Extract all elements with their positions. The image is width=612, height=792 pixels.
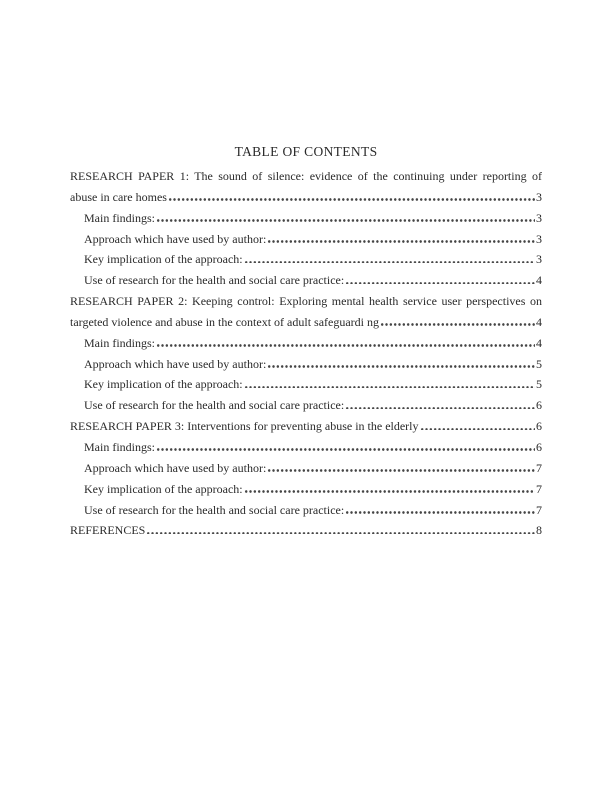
page-number: 7 <box>536 502 542 517</box>
dot-leader <box>267 365 535 368</box>
page-number: 3 <box>536 252 542 267</box>
toc-entry-text: abuse in care homes <box>70 189 167 204</box>
page-number: 4 <box>536 335 542 350</box>
dot-leader <box>244 490 535 493</box>
page-number: 5 <box>536 356 542 371</box>
toc-entry-text: Key implication of the approach: <box>84 481 243 496</box>
page-number: 3 <box>536 189 542 204</box>
toc-row[interactable] <box>70 312 542 333</box>
page-number: 6 <box>536 419 542 434</box>
toc-row[interactable] <box>70 229 542 250</box>
toc-row[interactable] <box>70 291 542 312</box>
page-number: 4 <box>536 273 542 288</box>
dot-leader <box>244 261 535 264</box>
dot-leader <box>267 240 535 243</box>
toc-entry-text: Main findings: <box>84 335 155 350</box>
toc-entry-text: Approach which have used by author: <box>84 460 267 475</box>
toc-row[interactable] <box>70 437 542 458</box>
toc-row[interactable] <box>70 187 542 208</box>
dot-leader <box>345 407 535 410</box>
toc-row[interactable] <box>70 166 542 187</box>
toc-row[interactable] <box>70 374 542 395</box>
dot-leader <box>146 532 535 535</box>
page-number: 3 <box>536 231 542 246</box>
toc-row[interactable] <box>70 208 542 229</box>
toc-row[interactable] <box>70 395 542 416</box>
dot-leader <box>345 511 535 514</box>
toc-entry-text: Use of research for the health and social care practice: <box>84 502 345 517</box>
toc-row[interactable] <box>70 479 542 500</box>
toc-entry-text: RESEARCH PAPER 1: The sound of silence: evidence of the continuing under reporting of <box>70 169 542 183</box>
page-number: 3 <box>536 210 542 225</box>
toc-row[interactable] <box>70 333 542 354</box>
dot-leader <box>420 428 535 431</box>
toc-entry-text: Main findings: <box>84 439 155 454</box>
page-number: 7 <box>536 460 542 475</box>
toc-row[interactable] <box>70 249 542 270</box>
toc-entry-text: RESEARCH PAPER 3: Interventions for preventing abuse in the elderly <box>70 419 419 434</box>
toc-entry-text: Key implication of the approach: <box>84 252 243 267</box>
toc-row[interactable] <box>70 458 542 479</box>
toc-row[interactable] <box>70 354 542 375</box>
dot-leader <box>345 282 535 285</box>
page-number: 6 <box>536 439 542 454</box>
toc-entry-text: RESEARCH PAPER 2: Keeping control: Exploring mental health service user perspectives on <box>70 294 542 309</box>
toc-row[interactable] <box>70 270 542 291</box>
dot-leader <box>168 198 535 201</box>
toc-row[interactable] <box>70 520 542 541</box>
toc-row[interactable] <box>70 500 542 521</box>
toc-entry-text: Approach which have used by author: <box>84 231 267 246</box>
toc-entry-text: Use of research for the health and social care practice: <box>84 273 345 288</box>
toc-list <box>70 166 542 541</box>
dot-leader <box>380 323 535 326</box>
toc-entry-text: Approach which have used by author: <box>84 356 267 371</box>
toc-entry-text: Key implication of the approach: <box>84 377 243 392</box>
page-number: 7 <box>536 481 542 496</box>
page-title: TABLE OF CONTENTS <box>234 144 378 159</box>
toc-entry-text: targeted violence and abuse in the context of adult safeguardi ng <box>70 314 379 329</box>
page-number: 5 <box>536 377 542 392</box>
toc-entry-text: REFERENCES <box>70 523 146 538</box>
page-number: 8 <box>536 523 542 538</box>
toc-entry-text: Use of research for the health and social care practice: <box>84 398 345 413</box>
dot-leader <box>156 219 535 222</box>
toc-row[interactable] <box>70 416 542 437</box>
dot-leader <box>244 386 535 389</box>
dot-leader <box>267 469 535 472</box>
page-number: 4 <box>536 314 542 329</box>
dot-leader <box>156 344 535 347</box>
page-number: 6 <box>536 398 542 413</box>
toc-entry-text: Main findings: <box>84 210 155 225</box>
dot-leader <box>156 448 535 451</box>
